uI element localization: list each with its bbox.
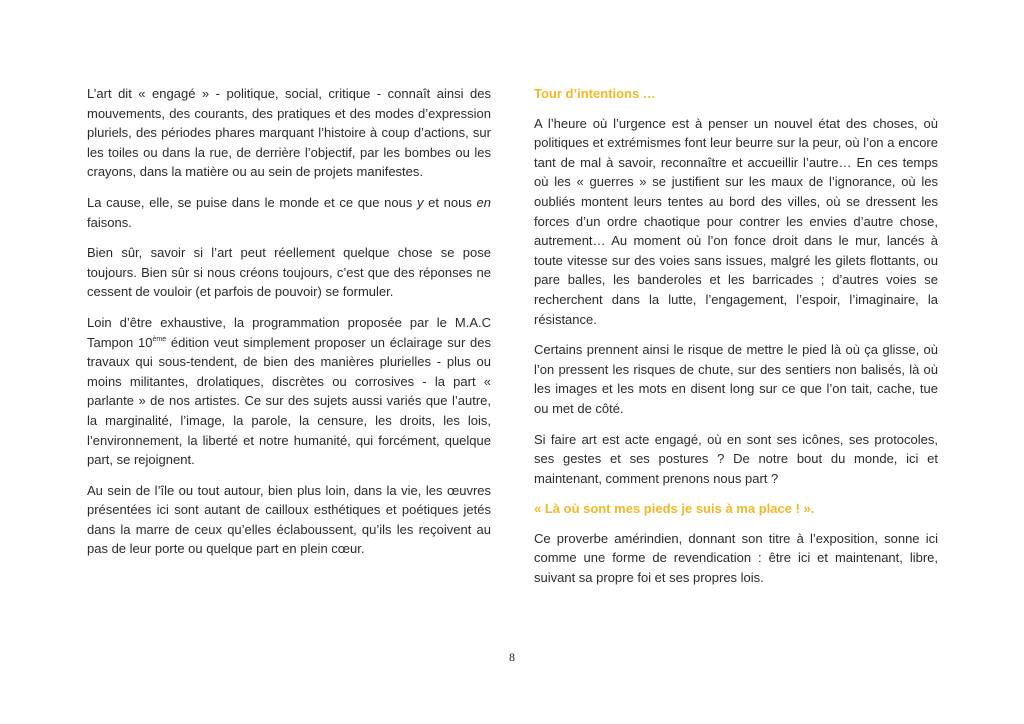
paragraph [87,313,491,470]
paragraph: Ce proverbe amérindien, donnant son titre à l’exposition, sonne ici comme une forme de revendication : être ici et maintenant, libre, suivant sa propre foi et ses propres lois. [534,530,938,586]
paragraph-text: et nous [423,194,477,210]
emphasis-en: en [476,194,491,210]
paragraph: Certains prennent ainsi le risque de mettre le pied là où ça glisse, où l’on pressent les risques de chute, sur des sentiers non balisés, là où les images et les mots en disent long sur ce que l’on tait, cache, tue ou met de côté. [534,342,938,416]
paragraph: L’art dit « engagé » - politique, social, critique - connaît ainsi des mouvements, des courants, des pratiques et des modes d’expression pluriels, des périodes phares marquant l’histoire à coup d’actions, sur les toiles ou dans la rue, de derrière l’objectif, par les bombes ou les crayons, dans la matière ou au sein de projets manifestes. [87,86,491,180]
paragraph-text: La cause, elle, se puise dans le monde et ce que nous [87,194,417,210]
page-number: 8 [509,650,515,664]
paragraph: Bien sûr, savoir si l’art peut réellement quelque chose se pose toujours. Bien sûr si nous créons toujours, c’est que des réponses ne cessent de vouloir (et parfois de pouvoir) se formuler. [87,245,491,300]
section-heading: Tour d’intentions … [534,86,656,101]
superscript: ème [152,335,167,343]
paragraph-text: édition veut simplement proposer un éclairage sur des travaux qui sous-tendent, de bien des manières plurielles - plus ou moins militantes, drolatiques, discrètes ou corrosives - la part « parlante » de nos artistes. Ce sur des sujets aussi variés que l’autre, la marginalité, l’image, la parole, la censure, les droits, les lois, l’environnement, la liberté et notre humanité, qui forcément, quelque part, se rejoignent. [87,334,491,468]
paragraph: Si faire art est acte engagé, où en sont ses icônes, ses protocoles, ses gestes et ses postures ? De notre bout du monde, ici et maintenant, comment prenons nous part ? [534,431,938,486]
paragraph: Au sein de l’île ou tout autour, bien plus loin, dans la vie, les œuvres présentées ici sont autant de cailloux esthétiques et poétiques jetés dans la marre de ceux qu’elles éclaboussent, qu’ils les reçoivent au pas de leur porte ou quelque part en plein cœur. [87,482,491,557]
paragraph [87,193,491,232]
paragraph-text: faisons. [87,214,132,230]
emphasis-y: y [416,194,424,210]
paragraph-text: Loin d’être exhaustive, la programmation proposée par le M.A.C Tampon 10 [87,314,491,350]
left-column [87,84,491,570]
paragraph: A l’heure où l’urgence est à penser un nouvel état des choses, où politiques et extrémismes font leur beurre sur la peur, où l’on a encore tant de mal à savoir, reconnaître et accueillir l’autre… En ces temps où les « guerres » se justifient sur les maux de l’ignorance, où les oubliés montent leurs tentes au bord des villes, où se dressent les forces d’un ordre chaotique pour contrer les envies d’autre chose, autrement… Au moment où l’on fonce droit dans le mur, lancés à toute vitesse sur des voies sans issues, malgré les gilets flottants, ou pare balles, les banderoles et les barricades ; d’autres voies se recherchent dans la lutte, l’engagement, l’espoir, l’imaginaire, la résistance. [534,115,938,327]
proverb-heading: « Là où sont mes pieds je suis à ma place ! ». [534,501,815,517]
right-column [534,84,938,599]
